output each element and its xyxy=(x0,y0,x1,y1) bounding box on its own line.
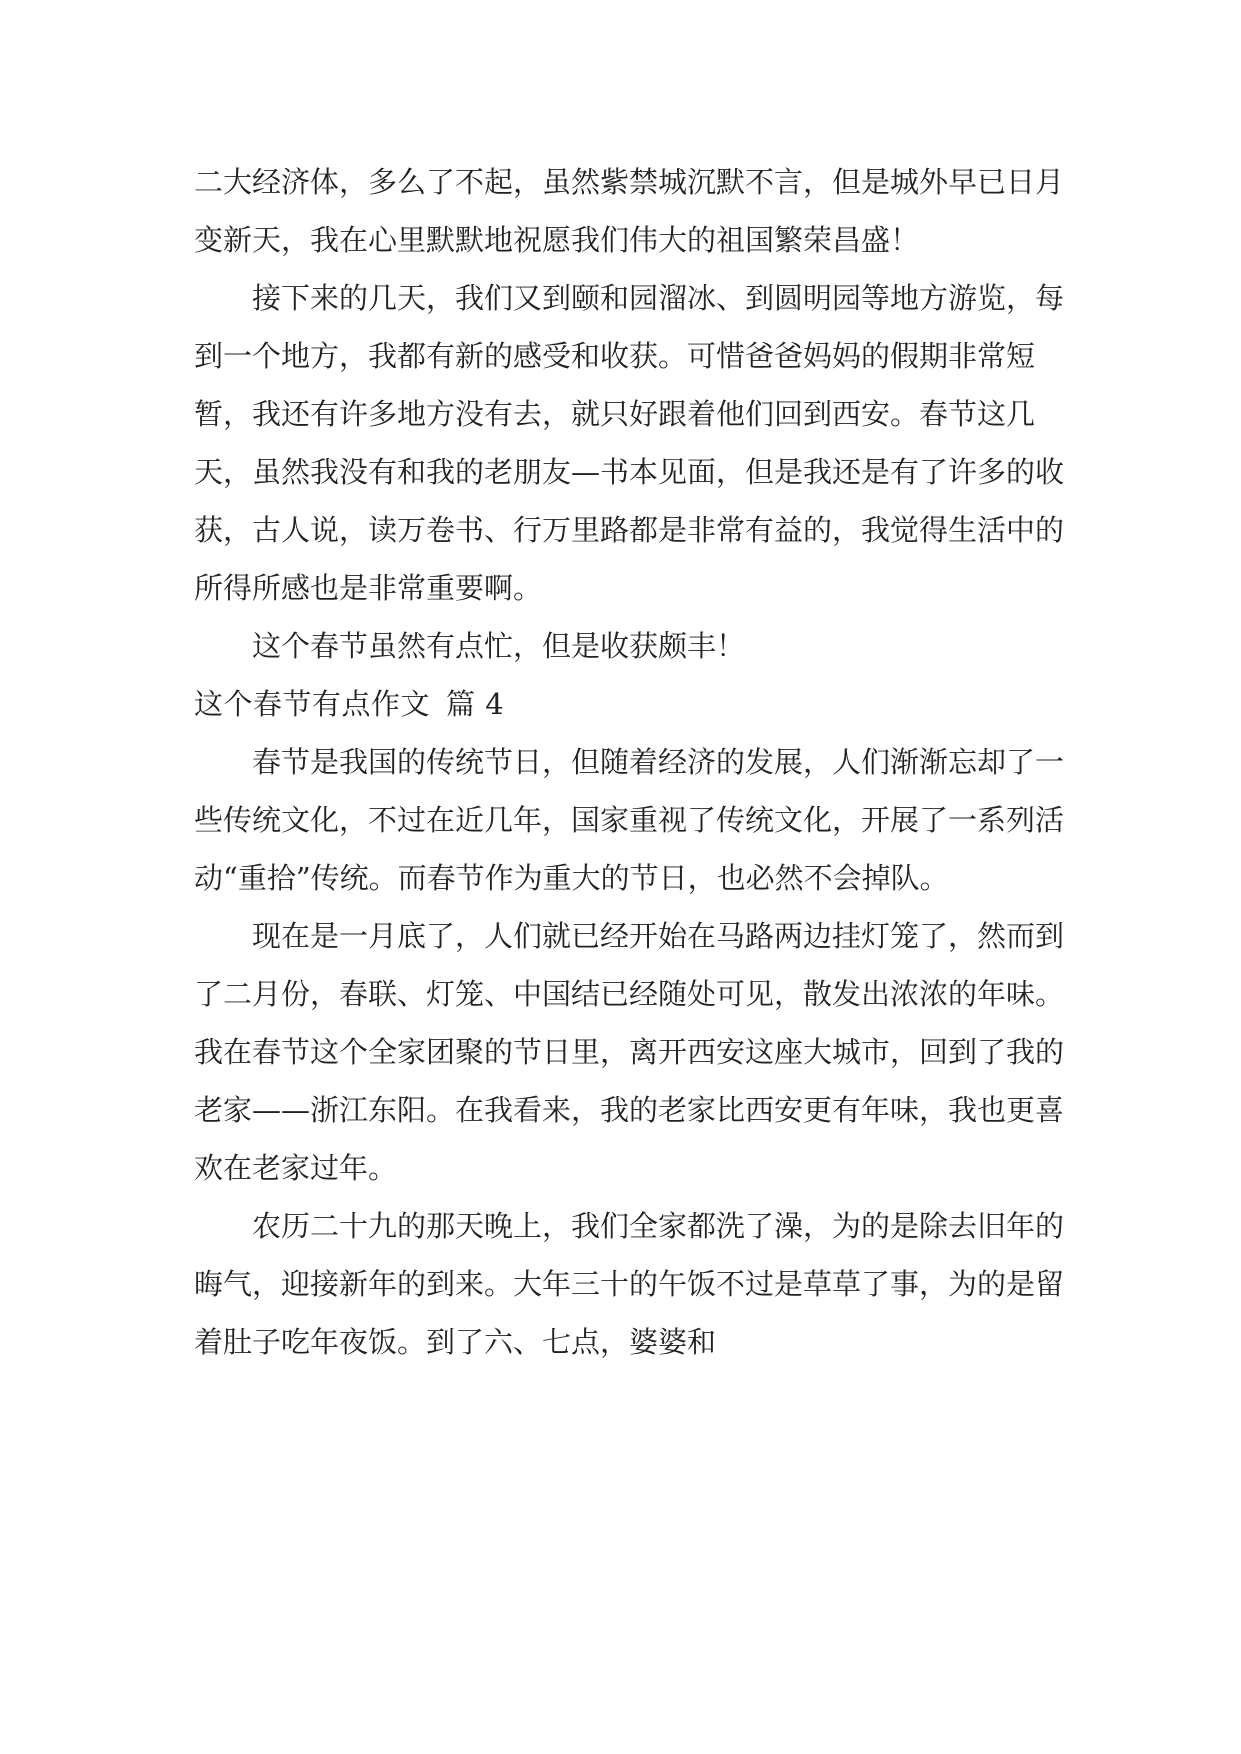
paragraph-intro: 春节是我国的传统节日，但随着经济的发展，人们渐渐忘却了一些传统文化，不过在近几年，国家重视了传统文化，开展了一系列活动“重拾”传统。而春节作为重大的节日，也必然不会掉队。 xyxy=(194,745,1065,895)
paragraph-lanterns: 现在是一月底了，人们就已经开始在马路两边挂灯笼了，然而到了二月份，春联、灯笼、中国结已经随处可见，散发出浓浓的年味。我在春节这个全家团聚的节日里，离开西安这座大城市，回到了我的老家——浙江东阳。在我看来，我的老家比西安更有年味，我也更喜欢在老家过年。 xyxy=(194,919,1065,1185)
paragraph-new-year-eve: 农历二十九的那天晚上，我们全家都洗了澡，为的是除去旧年的晦气，迎接新年的到来。大年三十的午饭不过是草草了事，为的是留着肚子吃年夜饭。到了六、七点，婆婆和 xyxy=(194,1209,1065,1359)
section-heading xyxy=(194,675,1064,733)
document-body xyxy=(194,153,1064,1371)
section-heading-title: 这个春节有点作文 xyxy=(194,687,431,721)
paragraph-trip-summary: 接下来的几天，我们又到颐和园溜冰、到圆明园等地方游览，每到一个地方，我都有新的感受和收获。可惜爸爸妈妈的假期非常短暂，我还有许多地方没有去，就只好跟着他们回到西安。春节这几天，虽然我没有和我的老朋友—书本见面，但是我还是有了许多的收获，古人说，读万卷书、行万里路都是非常有益的，我觉得生活中的所得所感也是非常重要啊。 xyxy=(194,281,1065,605)
section-heading-label: 篇 4 xyxy=(446,687,505,721)
paragraph-conclusion: 这个春节虽然有点忙，但是收获颇丰！ xyxy=(252,629,746,663)
paragraph-continued: 二大经济体，多么了不起，虽然紫禁城沉默不言，但是城外早已日月变新天，我在心里默默地祝愿我们伟大的祖国繁荣昌盛！ xyxy=(194,165,1065,257)
